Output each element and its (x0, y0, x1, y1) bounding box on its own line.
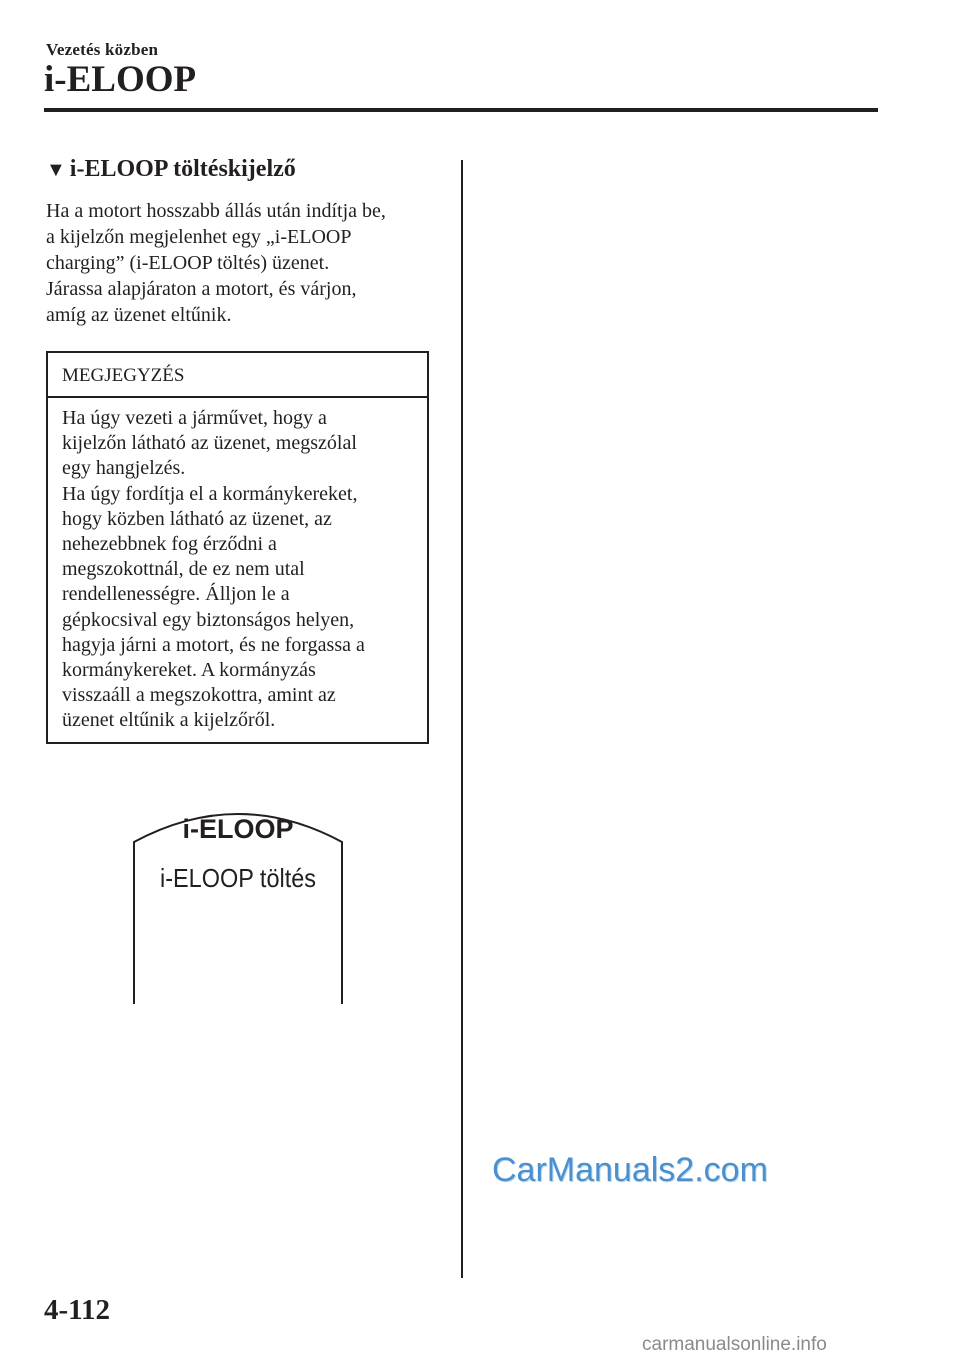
watermark: CarManuals2.com (492, 1151, 768, 1189)
page-title: i-ELOOP (44, 59, 197, 100)
section-label: Vezetés közben (46, 40, 159, 59)
dashboard-display-illustration (130, 808, 346, 1008)
section-heading-text: i-ELOOP töltéskijelző (69, 156, 296, 182)
column-divider (461, 160, 463, 1278)
display-message: i-ELOOP töltés (160, 863, 316, 893)
header-rule (44, 108, 878, 112)
note-body: Ha úgy vezeti a járművet, hogy a kijelzőn látható az üzenet, megszólal egy hangjelzés. Ha úgy fordítja el a kormánykereket, hogy közben látható az üzenet, az nehezebbnek fog érződni a megszokottnál, de ez nem utal rendellenességre. Álljon le a gépkocsival egy biztonságos helyen, hagyja járni a motort, és ne forgassa a kormánykereket. A kormányzás visszaáll a megszokottra, amint az üzenet eltűnik a kijelzőről. (62, 407, 365, 732)
page-number: 4-112 (44, 1294, 111, 1326)
section-paragraph: Ha a motort hosszabb állás után indítja be, a kijelzőn megjelenhet egy „i-ELOOP charging” (i-ELOOP töltés) üzenet. Járassa alapjáraton a motort, és várjon, amíg az üzenet eltűnik. (46, 200, 386, 326)
note-box (46, 351, 429, 744)
footer-site-watermark: carmanualsonline.info (642, 1334, 827, 1355)
note-title: MEGJEGYZÉS (48, 353, 427, 398)
triangle-marker-icon: ▼ (46, 159, 66, 181)
display-title: i-ELOOP (182, 814, 294, 844)
section-heading (46, 156, 296, 183)
